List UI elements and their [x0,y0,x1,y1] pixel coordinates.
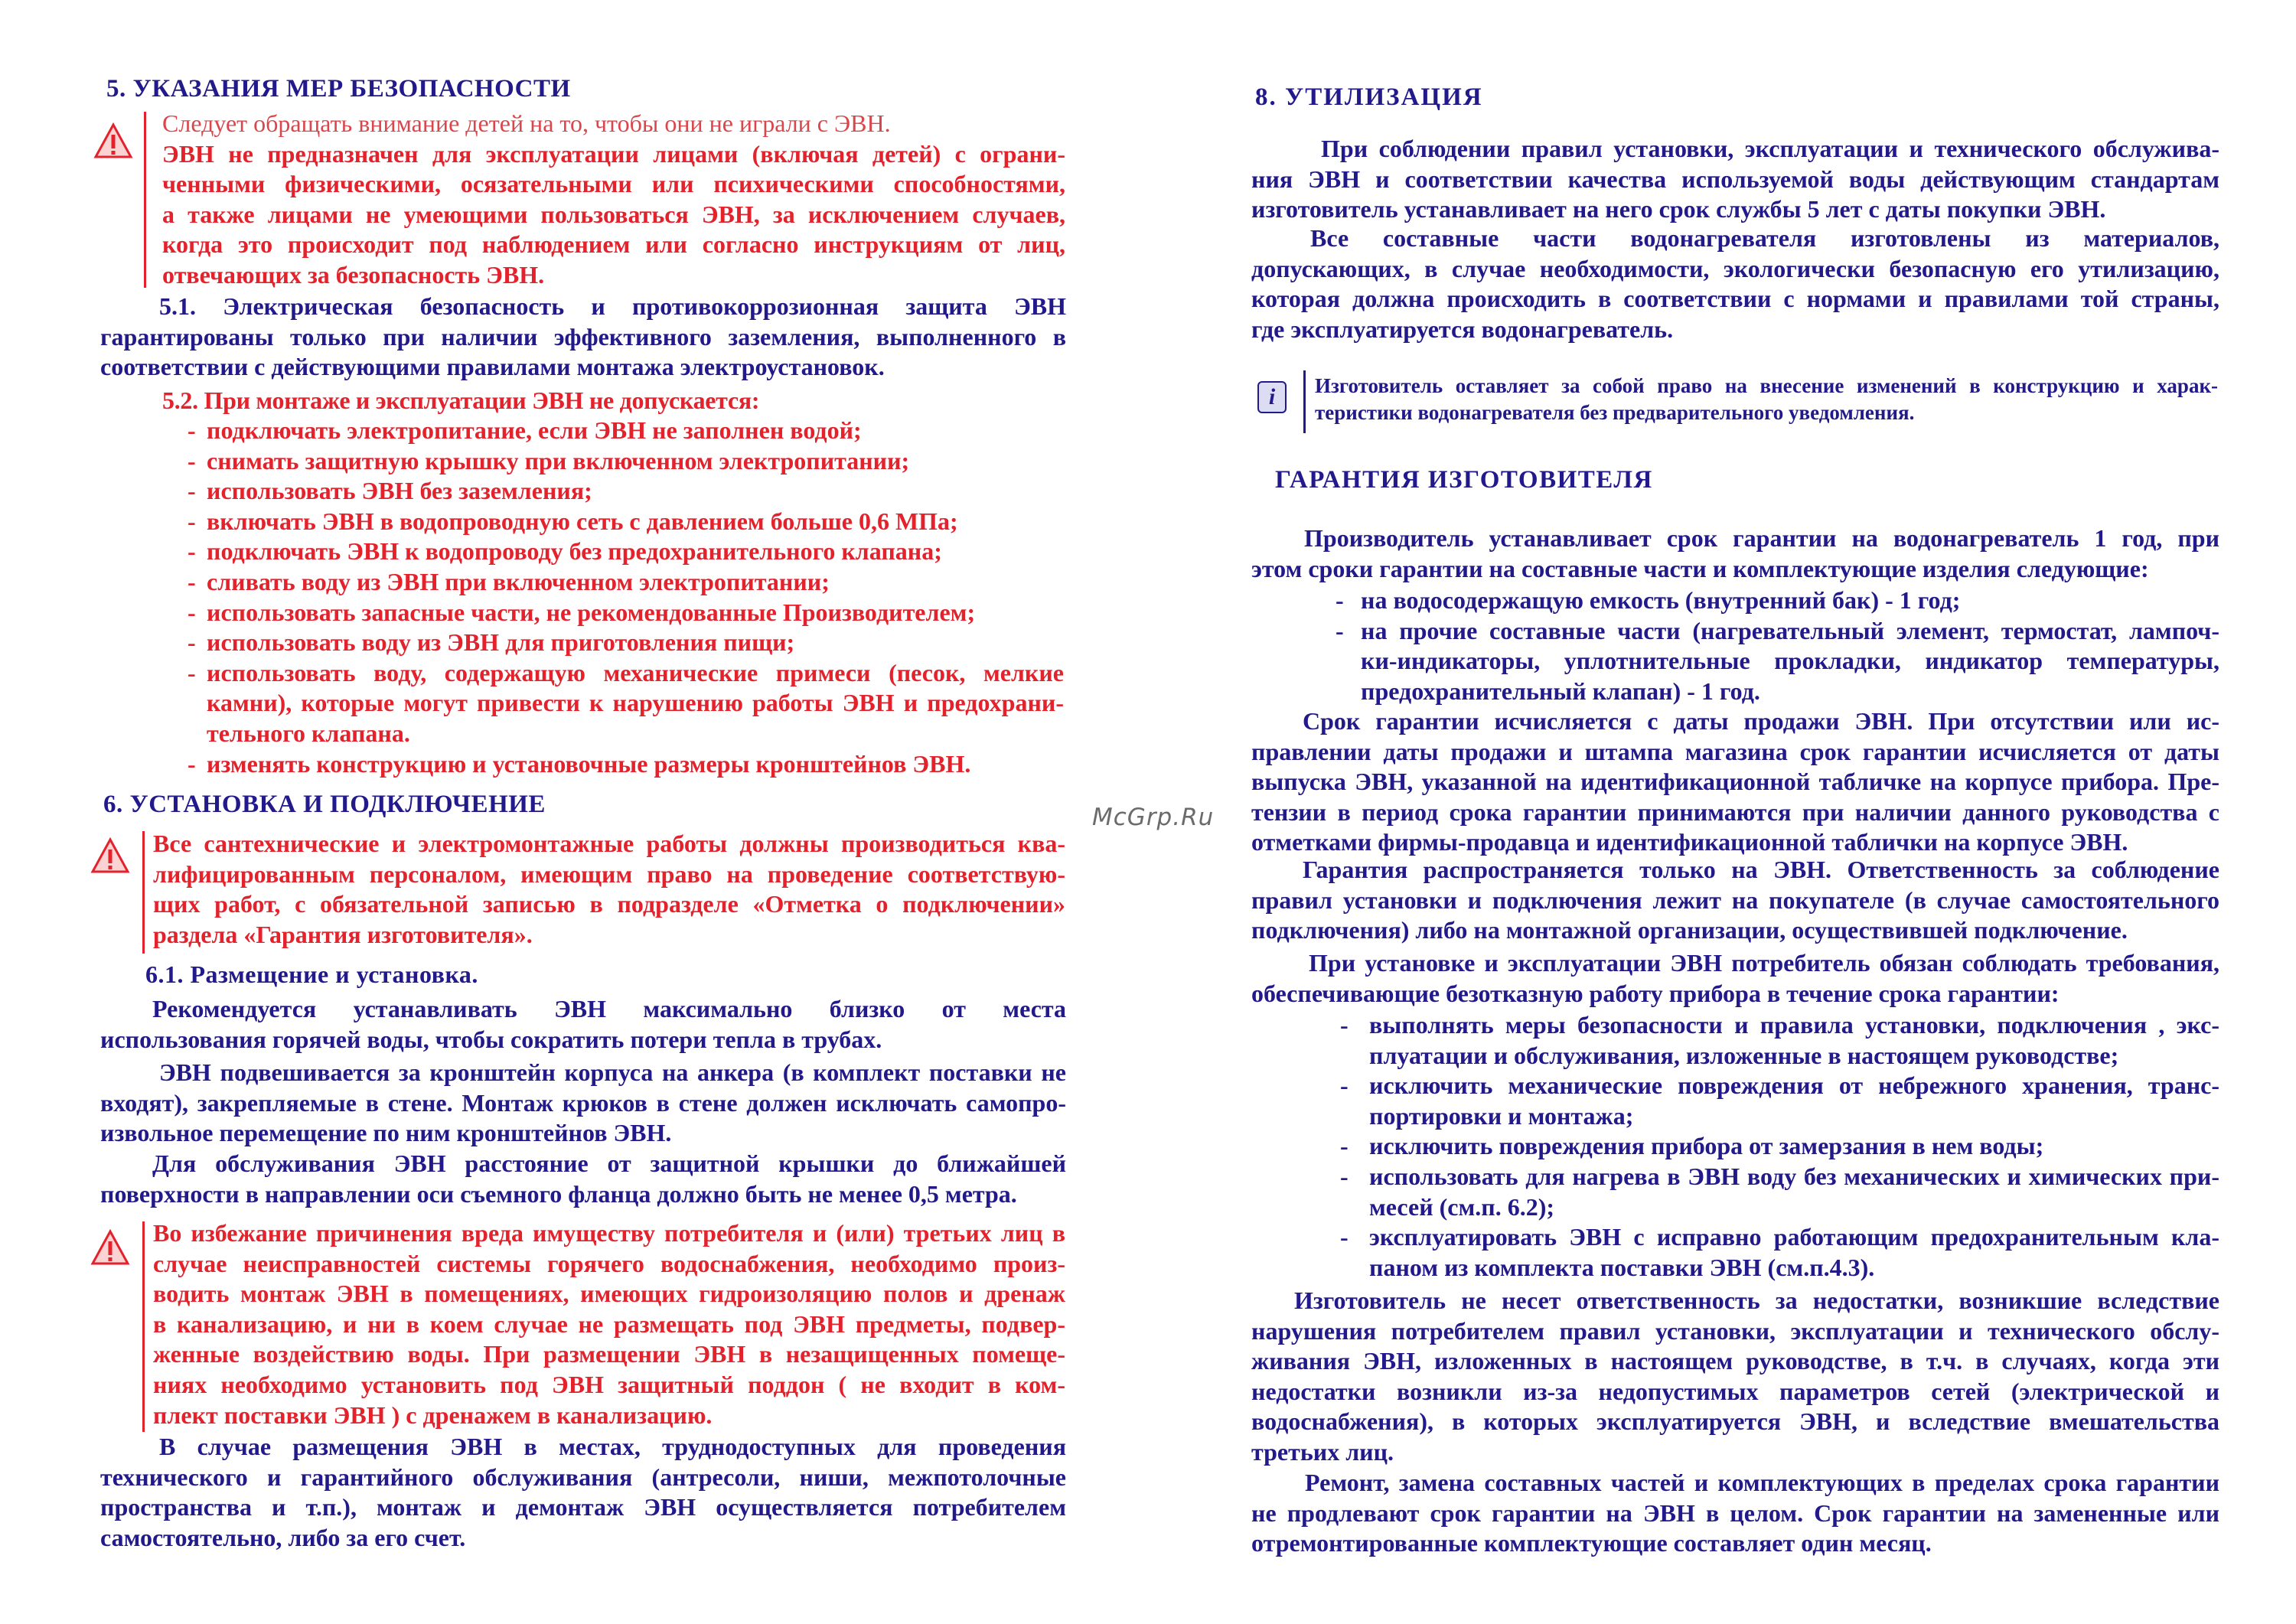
text-line: ния ЭВН и соответствии качества используемой воды действующим стандартам [1251,165,2219,193]
section-6-title: 6. УСТАНОВКА И ПОДКЛЮЧЕНИЕ [103,791,546,818]
text-line: поверхности в направлении оси съемного фланца должно быть не менее 0,5 метра. [100,1179,1017,1208]
paragraph [1251,1286,2219,1468]
text-line: камни), которые могут привести к нарушению работы ЭВН и предохрани- [207,689,1064,717]
list-item [1340,1010,2219,1071]
text-line: Изготовитель не несет ответственность за недостатки, возникшие вследствие [1294,1286,2219,1314]
text-line: Все сантехнические и электромонтажные работы должны производиться ква- [153,830,1065,857]
info-bar [1303,370,1306,433]
text-line: соответствии с действующими правилами монтажа электроустановок. [100,353,885,381]
text-line: - сливать воду из ЭВН при включенном электропитании; [207,567,830,595]
warning-bar [142,831,145,954]
list-item [188,658,1064,749]
text-line: паном из комплекта поставки ЭВН (см.п.4.3). [1369,1253,1875,1281]
info-note [1315,373,2218,426]
list-item [188,476,1064,507]
text-line: - подключать ЭВН к водопроводу без предохранительного клапана; [207,537,942,566]
paragraph [1251,523,2219,584]
text-line: нарушения потребителем правил установки, эксплуатации и технического обслу- [1251,1316,2219,1345]
text-line: плуатации и обслуживания, изложенные в настоящем руководстве; [1369,1041,2119,1069]
warning-bar [144,112,146,288]
list-item [1336,585,2219,616]
text-line: когда это происходит под наблюдением или согласно инструкциям от лиц, [162,230,1065,259]
paragraph [100,1058,1066,1149]
installation-warning [153,829,1065,950]
water-damage-warning [153,1218,1065,1430]
list-item [1340,1162,2219,1222]
text-line: Производитель устанавливает срок гарантии на водонагреватель 1 год, при [1304,524,2219,552]
paragraph [1251,223,2219,344]
section-8-title: 8. УТИЛИЗАЦИЯ [1255,83,1483,111]
text-line: самостоятельно, либо за его счет. [100,1523,466,1551]
list-item [188,446,1064,477]
text-line: ЭВН подвешивается за кронштейн корпуса на анкера (в комплект поставки не [159,1058,1066,1086]
text-line: раздела «Гарантия изготовителя». [153,920,533,948]
text-line: - использовать воду, содержащую механические примеси (песок, мелкие [207,658,1064,686]
text-line: входят), закрепляемые в стене. Монтаж крюков в стене должен исключать самопро- [100,1088,1066,1117]
text-line: - использовать ЭВН без заземления; [207,477,592,505]
text-line: отметками фирмы-продавца и идентификационной таблички на корпусе ЭВН. [1251,828,2128,856]
warning-triangle-icon [90,837,130,874]
text-line: Следует обращать внимание детей на то, чтобы они не играли с ЭВН. [162,109,891,137]
warranty-title: ГАРАНТИЯ ИЗГОТОВИТЕЛЯ [1275,466,1653,494]
text-line: - использовать для нагрева в ЭВН воду без механических и химических при- [1369,1162,2219,1190]
text-line: в канализацию, и ни в коем случае не размещать под ЭВН предметы, подвер- [153,1309,1065,1338]
text-line: случае неисправностей системы горячего водоснабжения, необходимо произ- [153,1249,1065,1277]
text-line: водоснабжения), в которых эксплуатируется ЭВН, и вследствие вмешательства [1251,1407,2219,1436]
text-line: портировки и монтажа; [1369,1101,1634,1130]
text-line: где эксплуатируется водонагреватель. [1251,315,1674,343]
text-line: лифицированным персоналом, имеющим право на проведение соответствую- [153,859,1065,888]
text-line: теристики водонагревателя без предварительного уведомления. [1315,401,1915,424]
text-line: - изменять конструкцию и установочные размеры кронштейнов ЭВН. [207,749,971,778]
text-line: гарантированы только при наличии эффективного заземления, выполненного в [100,322,1066,351]
text-line: а также лицами не умеющими пользоваться ЭВН, за исключением случаев, [162,200,1065,228]
text-line: Все составные части водонагревателя изготовлены из материалов, [1310,224,2219,252]
paragraph [1251,706,2219,858]
list-item [188,749,1064,780]
text-line: отремонтированные комплектующие составляет один месяц. [1251,1529,1932,1557]
consumer-requirements-list [1340,1010,2219,1283]
text-line: ченными физическими, осязательными или психическими способностями, [162,170,1065,198]
child-warning [162,109,1065,139]
text-line: использования горячей воды, чтобы сократить потери тепла в трубах. [100,1025,882,1053]
text-line: - снимать защитную крышку при включенном электропитании; [207,446,910,474]
text-line: - использовать запасные части, не рекомендованные Производителем; [207,598,976,626]
paragraph [1251,855,2219,946]
text-line: которая должна происходить в соответствии с нормами и правилами той страны, [1251,285,2219,313]
text-line: При соблюдении правил установки, эксплуатации и технического обслужива- [1321,135,2219,162]
text-line: не продлевают срок гарантии на ЭВН в целом. Срок гарантии на замененные или [1251,1498,2219,1527]
paragraph [1251,134,2219,225]
list-item [1340,1071,2219,1131]
text-line: Ремонт, замена составных частей и комплектующих в пределах срока гарантии [1305,1469,2219,1496]
text-line: В случае размещения ЭВН в местах, труднодоступных для проведения [159,1433,1066,1460]
text-line: недостатки возникли из-за недопустимых параметров сетей (электрической и [1251,1377,2219,1405]
text-line: - подключать электропитание, если ЭВН не заполнен водой; [207,416,862,444]
paragraph [100,1432,1066,1553]
text-line: Для обслуживания ЭВН расстояние от защитной крышки до ближайшей [152,1150,1066,1177]
list-item [1340,1222,2219,1283]
text-line: щих работ, с обязательной записью в подразделе «Отметка о подключении» [153,890,1065,918]
capability-warning [162,139,1065,291]
text-line: Изготовитель оставляет за собой право на внесение изменений в конструкцию и харак- [1315,374,2218,397]
text-line: - на водосодержащую емкость (внутренний бак) - 1 год; [1361,586,1961,614]
text-line: третьих лиц. [1251,1437,1394,1466]
text-line: - на прочие составные части (нагревательный элемент, термостат, лампоч- [1361,616,2219,644]
text-line: - исключить механические повреждения от небрежного хранения, транс- [1369,1071,2219,1100]
text-line: извольное перемещение по ним кронштейнов ЭВН. [100,1119,672,1147]
section-5-title: 5. УКАЗАНИЯ МЕР БЕЗОПАСНОСТИ [106,75,571,103]
text-line: правил установки и подключения лежит на покупателе (в случае самостоятельного [1251,885,2219,914]
warranty-terms-list [1336,585,2219,706]
text-line: обеспечивающие безотказную работу прибора в течение срока гарантии: [1251,979,2060,1007]
paragraph-5-1 [100,292,1066,383]
text-line: - исключить повреждения прибора от замерзания в нем воды; [1369,1132,2044,1160]
text-line: технического и гарантийного обслуживания (антресоли, ниши, межпотолочные [100,1463,1066,1491]
section-5-2-title: 5.2. При монтаже и эксплуатации ЭВН не допускается: [162,386,760,414]
text-line: 5.1. Электрическая безопасность и противокоррозионная защита ЭВН [159,292,1066,320]
list-item [1340,1131,2219,1162]
text-line: ки-индикаторы, уплотнительные прокладки, индикатор температуры, [1361,647,2219,675]
list-item [1336,616,2219,707]
list-item [188,567,1064,598]
list-item [188,416,1064,446]
text-line: отвечающих за безопасность ЭВН. [162,260,545,289]
text-line: женные воздействию воды. При размещении ЭВН в незащищенных помеще- [153,1340,1065,1368]
text-line: месей (см.п. 6.2); [1369,1192,1555,1221]
text-line: Рекомендуется устанавливать ЭВН максимально близко от места [152,995,1066,1022]
text-line: Срок гарантии исчисляется с даты продажи ЭВН. При отсутствии или ис- [1303,707,2219,735]
text-line: ниях необходимо установить под ЭВН защитный поддон ( не входит в ком- [153,1370,1065,1398]
prohibited-list [188,416,1064,779]
text-line: пространства и т.п.), монтаж и демонтаж ЭВН осуществляется потребителем [100,1493,1066,1521]
text-line: этом сроки гарантии на составные части и комплектующие изделия следующие: [1251,554,2149,582]
list-item [188,507,1064,537]
text-line: ЭВН не предназначен для эксплуатации лицами (включая детей) с ограни- [162,139,1065,168]
text-line: водить монтаж ЭВН в помещениях, имеющих гидроизоляцию полов и дренаж [153,1280,1065,1308]
list-item [188,628,1064,658]
paragraph [100,1149,1066,1209]
paragraph [1251,948,2219,1009]
text-line: выпуска ЭВН, указанной на идентификационной табличке на корпусе прибора. Пре- [1251,768,2219,796]
text-line: подключения) либо на монтажной организации, осуществившей подключение. [1251,916,2128,944]
text-line: - эксплуатировать ЭВН с исправно работающим предохранительным кла- [1369,1223,2219,1251]
text-line: Гарантия распространяется только на ЭВН. Ответственность за соблюдение [1303,856,2219,883]
watermark: McGrp.Ru [1092,804,1215,831]
text-line: - выполнять меры безопасности и правила установки, подключения , экс- [1369,1011,2219,1039]
warning-bar [142,1221,145,1432]
text-line: тельного клапана. [207,719,410,747]
text-line: При установке и эксплуатации ЭВН потребитель обязан соблюдать требования, [1309,949,2219,977]
text-line: тензии в период срока гарантии принимаются при наличии данного руководства с [1251,797,2219,826]
list-item [188,598,1064,628]
text-line: - включать ЭВН в водопроводную сеть с давлением больше 0,6 МПа; [207,507,958,535]
text-line: изготовитель устанавливает на него срок службы 5 лет с даты покупки ЭВН. [1251,195,2106,223]
section-6-1-title: 6.1. Размещение и установка. [145,960,478,988]
warning-triangle-icon [90,1229,130,1266]
paragraph [1251,1468,2219,1559]
text-line: предохранительный клапан) - 1 год. [1361,677,1760,705]
warning-triangle-icon [93,122,133,159]
list-item [188,536,1064,567]
text-line: - использовать воду из ЭВН для приготовления пищи; [207,628,795,657]
text-line: Во избежание причинения вреда имуществу потребителя и (или) третьих лиц в [153,1219,1065,1247]
paragraph [100,994,1066,1055]
info-icon: i [1257,381,1287,413]
text-line: допускающих, в случае необходимости, экологически безопасную его утилизацию, [1251,254,2219,282]
text-line: живания ЭВН, изложенных в настоящем руководстве, в т.ч. в случаях, когда эти [1251,1347,2219,1375]
text-line: плект поставки ЭВН ) с дренажем в канализацию. [153,1401,713,1429]
text-line: правлении даты продажи и штампа магазина срок гарантии исчисляется от даты [1251,737,2219,765]
